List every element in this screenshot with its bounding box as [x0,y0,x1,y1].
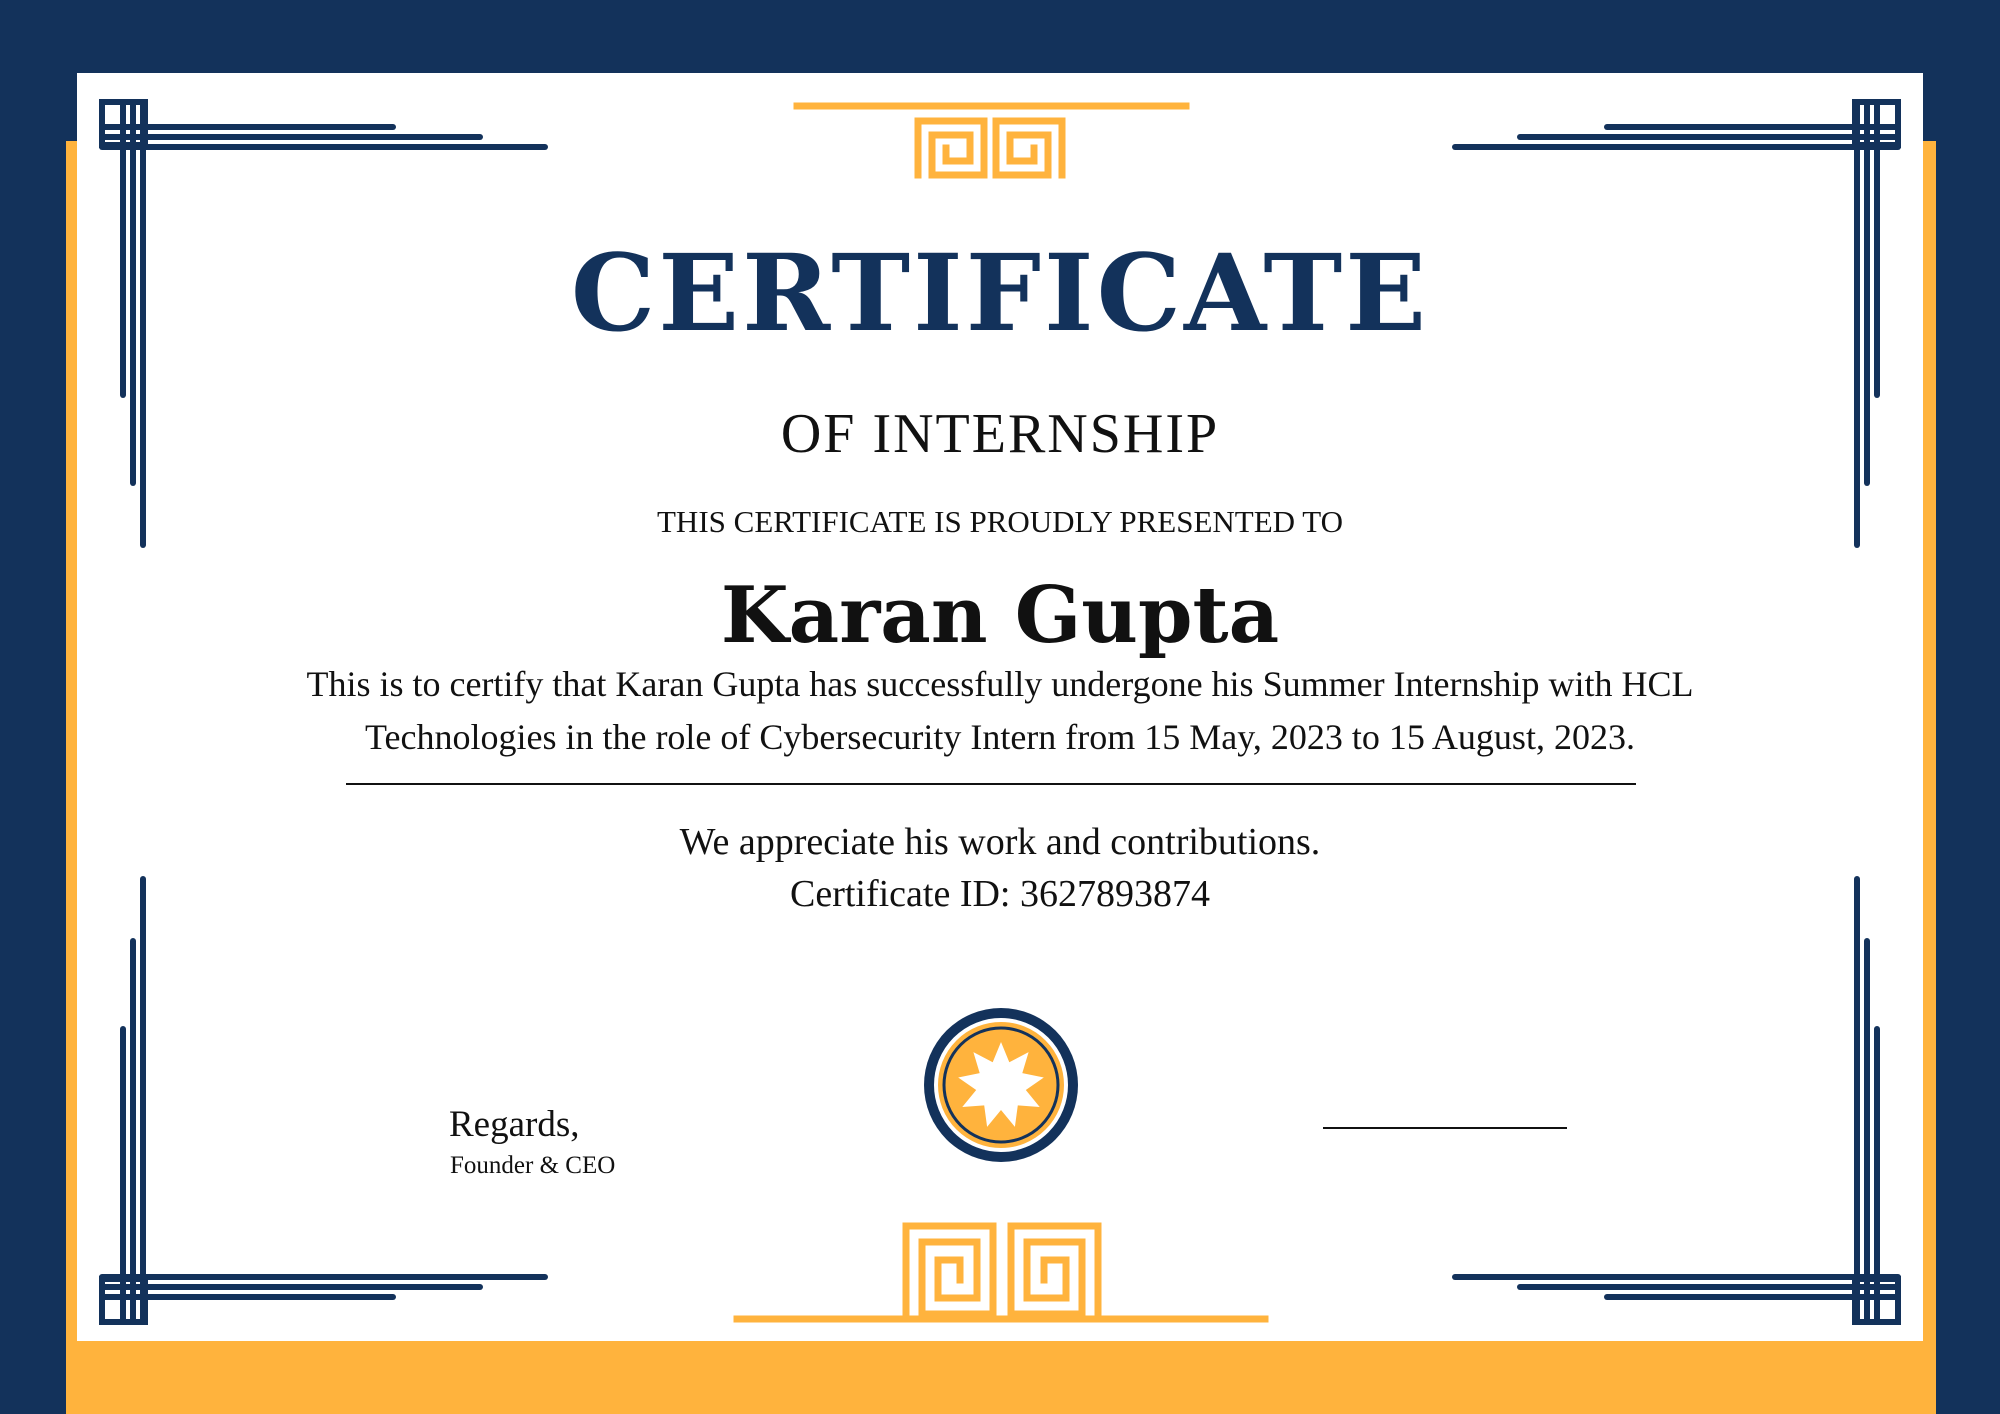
greek-key-ornament-bottom [737,1226,1265,1319]
certification-text-line-1: This is to certify that Karan Gupta has successfully undergone his Summer Internship with HCL [306,664,1694,704]
certificate-subtitle: OF INTERNSHIP [780,403,1220,465]
corner-frame-bottom-left [102,879,545,1322]
presented-to-text: THIS CERTIFICATE IS PROUDLY PRESENTED TO [657,504,1343,539]
greek-key-ornament-top [797,106,1186,175]
certification-text-line-2: Technologies in the role of Cybersecurity Intern from 15 May, 2023 to 15 August, 2023. [365,717,1635,757]
recipient-name: Karan Gupta [720,570,1280,661]
certificate-id: Certificate ID: 3627893874 [789,873,1210,915]
appreciation-text: We appreciate his work and contributions. [679,821,1321,863]
signatory-role: Founder & CEO [450,1152,616,1179]
corner-frame-bottom-right [1455,879,1898,1322]
certificate-title: CERTIFICATE [570,230,1430,355]
regards-text: Regards, [449,1104,580,1145]
star-seal-icon [924,1008,1078,1162]
